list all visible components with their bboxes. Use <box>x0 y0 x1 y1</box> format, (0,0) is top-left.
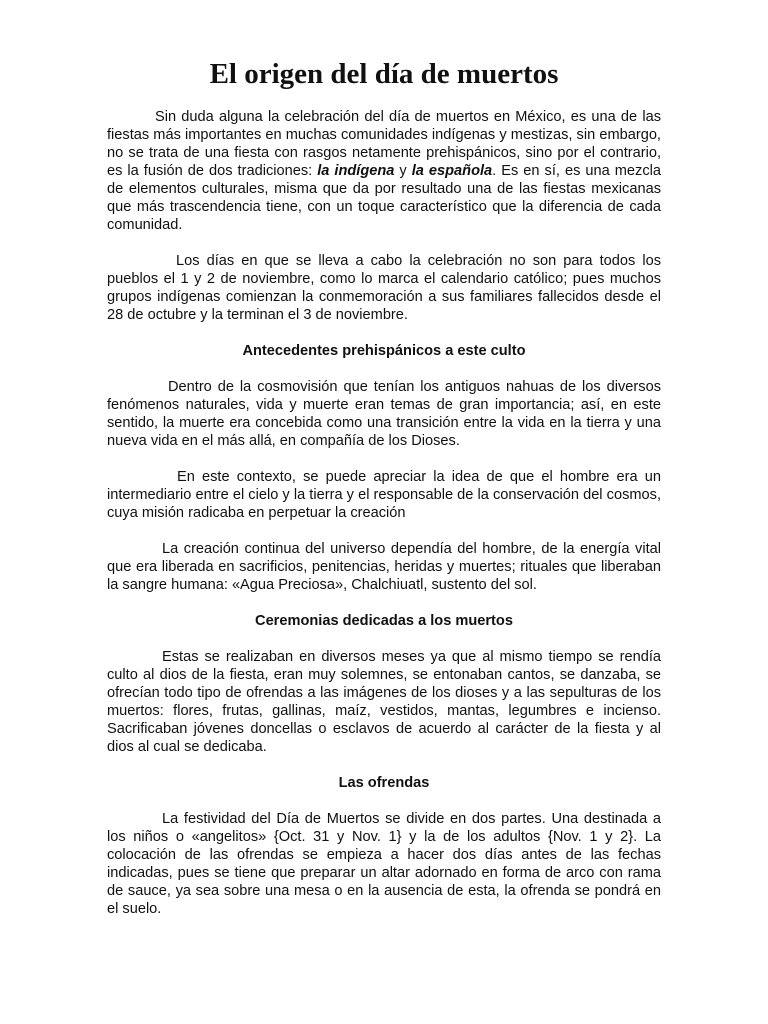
section-heading-ceremonias: Ceremonias dedicadas a los muertos <box>255 613 513 629</box>
intro-text-start: Sin duda alguna la celebración del día de muertos en México, es una de las fiestas más importantes en muchas comunidades indígenas y mestizas, sin embargo, no se trata de una fiesta con rasgos netamente prehispánicos, sino por el contrario, es la fusión de dos tradiciones: <box>107 109 661 179</box>
antecedentes-paragraph-1: Dentro de la cosmovisión que tenían los antiguos nahuas de los diversos fenómenos naturales, vida y muerte eran temas de gran importancia; así, en este sentido, la muerte era concebida como una transición entre la vida en la tierra y una nueva vida en el más allá, en compañía de los Dioses. <box>107 379 661 449</box>
section-heading-antecedentes: Antecedentes prehispánicos a este culto <box>242 343 526 359</box>
intro-text-end: . Es en sí, es una mezcla de elementos culturales, misma que da por resultado una de las fiestas mexicanas que más trascendencia tiene, con un toque característico que la diferencia de cada comunidad. <box>107 163 661 233</box>
document-page <box>107 56 661 936</box>
emphasis-indigena: la indígena <box>317 163 395 179</box>
section-heading-ofrendas: Las ofrendas <box>338 775 430 791</box>
intro-paragraph-1 <box>107 108 661 234</box>
emphasis-espanola: la española <box>411 163 493 179</box>
intro-paragraph-2: Los días en que se lleva a cabo la celebración no son para todos los pueblos el 1 y 2 de noviembre, como lo marca el calendario católico; pues muchos grupos indígenas comienzan la conmemoración a sus familiares fallecidos desde el 28 de octubre y la terminan el 3 de noviembre. <box>107 253 661 323</box>
antecedentes-paragraph-2: En este contexto, se puede apreciar la idea de que el hombre era un intermediario entre el cielo y la tierra y el responsable de la conservación del cosmos, cuya misión radicaba en perpetuar la creación <box>107 469 661 521</box>
intro-text-connector: y <box>394 163 412 179</box>
document-title: El origen del día de muertos <box>209 58 559 90</box>
ofrendas-paragraph-1: La festividad del Día de Muertos se divide en dos partes. Una destinada a los niños o «angelitos» {Oct. 31 y Nov. 1} y la de los adultos {Nov. 1 y 2}. La colocación de las ofrendas se empieza a hacer dos días antes de las fechas indicadas, pues se tiene que preparar un altar adornado en forma de arco con rama de sauce, ya sea sobre una mesa o en la ausencia de esta, la ofrenda se pondrá en el suelo. <box>107 811 661 917</box>
ceremonias-paragraph-1: Estas se realizaban en diversos meses ya que al mismo tiempo se rendía culto al dios de la fiesta, eran muy solemnes, se entonaban cantos, se danzaba, se ofrecían todo tipo de ofrendas a las imágenes de los dioses y a las sepulturas de los muertos: flores, frutas, gallinas, maíz, vestidos, mantas, legumbres e incienso. Sacrificaban jóvenes doncellas o esclavos de acuerdo al carácter de la fiesta y al dios al cual se dedicaba. <box>107 649 661 755</box>
antecedentes-paragraph-3: La creación continua del universo dependía del hombre, de la energía vital que era liberada en sacrificios, penitencias, heridas y muertes; rituales que liberaban la sangre humana: «Agua Preciosa», Chalchiuatl, sustento del sol. <box>107 541 661 593</box>
